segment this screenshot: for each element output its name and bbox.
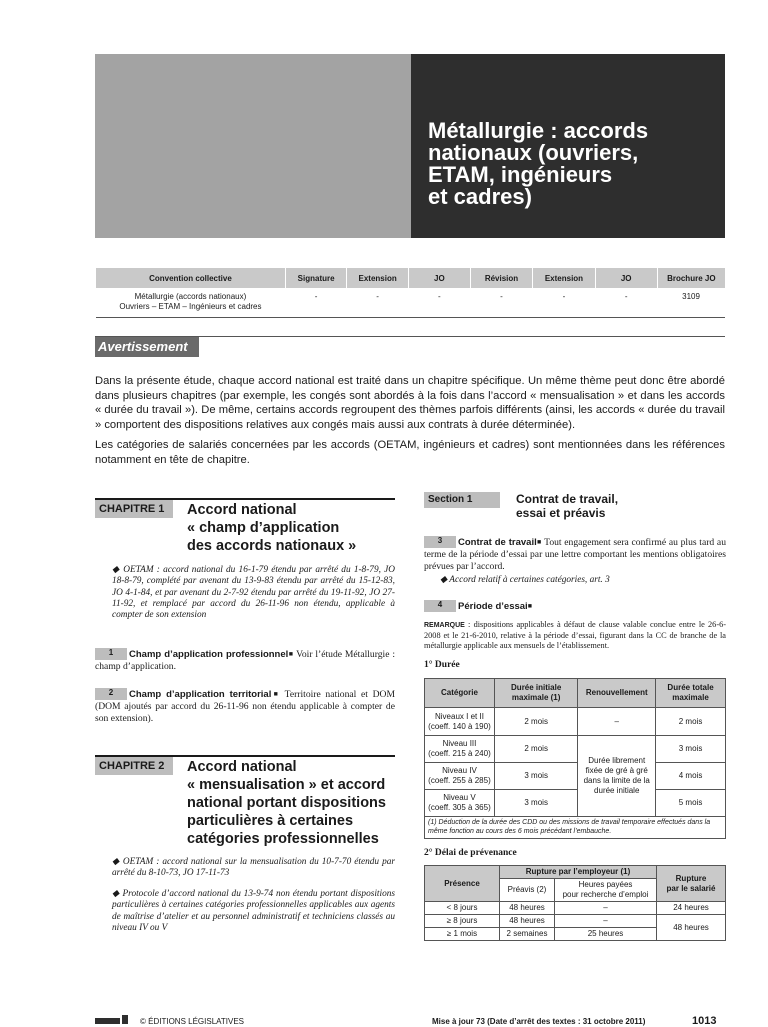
cell: 4 mois bbox=[656, 763, 726, 790]
chapter-2-title: Accord national « mensualisation » et accord national portant dispositions particulières à certaines catégories professionnelles bbox=[187, 759, 386, 847]
header-left-panel bbox=[95, 54, 411, 238]
avertissement-label: Avertissement bbox=[95, 337, 199, 357]
chapter-1-note: ◆ OETAM : accord national du 16-1-79 étendu par arrêté du 1-8-79, JO 18-8-79, complété par avenant du 13-9-83 étendu par arrêté du 15-12-83, JO 4-1-84, et par avenant du 2-7-92 étendu par arrêté du 19-11-92, JO 27-11-92, et remplacé par accord du 26-11-96 non étendu, applicable à compter de son extension bbox=[112, 565, 395, 621]
chapter-2-note-1: ◆ OETAM : accord national sur la mensualisation du 10-7-70 étendu par arrêté du 8-10-73, JO 17-11-73 bbox=[112, 857, 395, 879]
cell: 3 mois bbox=[656, 736, 726, 763]
avertissement-paragraph-2: Les catégories de salariés concernées par les accords (OETAM, ingénieurs et cadres) sont mentionnées dans les références notamment en tête de chapitre. bbox=[95, 439, 725, 466]
cell: < 8 jours bbox=[425, 902, 500, 915]
article-text: Tout engagement sera confirmé au plus tard au terme de la période d’essai par une lettre comportant les mentions obligatoires prévues par l’accord. bbox=[424, 537, 726, 572]
cell-jo: - bbox=[408, 288, 470, 318]
footer-update: Mise à jour 73 (Date d’arrêt des textes : 31 octobre 2011) bbox=[432, 1017, 646, 1026]
cell-convention: Métallurgie (accords nationaux) Ouvriers – ETAM – Ingénieurs et cadres bbox=[96, 288, 286, 318]
table-row bbox=[425, 736, 726, 763]
remarque bbox=[424, 620, 726, 651]
table-row bbox=[425, 708, 726, 736]
cell: 2 mois bbox=[656, 708, 726, 736]
cell-salarie-merged: 48 heures bbox=[657, 915, 726, 941]
remarque-text: : dispositions applicables à défaut de clause valable conclue entre le 26-6-2008 et le 21-6-2010, relative à la période d’essai, figurant dans la CC de branche de la métallurgie applicable aux mensuels de l’établissement. bbox=[424, 620, 726, 650]
col-preavis: Préavis (2) bbox=[500, 879, 555, 902]
preavis-table bbox=[424, 865, 726, 941]
article-number: 2 bbox=[95, 688, 127, 700]
table-row bbox=[425, 763, 726, 790]
cell: – bbox=[578, 708, 656, 736]
cell: 2 mois bbox=[494, 708, 577, 736]
table-row bbox=[425, 790, 726, 817]
col-presence: Présence bbox=[425, 866, 500, 902]
col-signature: Signature bbox=[285, 268, 346, 288]
article-3 bbox=[424, 536, 726, 573]
article-text: Territoire national et DOM (DOM ajoutés par accord du 26-11-96 non étendu applicable à compter de son extension). bbox=[95, 689, 395, 724]
cell-extension: - bbox=[347, 288, 409, 318]
cell-brochure: 3109 bbox=[657, 288, 725, 318]
col-revision: Révision bbox=[470, 268, 532, 288]
col-heures-payees: Heures payées pour recherche d’emploi bbox=[555, 879, 657, 902]
col-categorie: Catégorie bbox=[425, 679, 495, 708]
table-row bbox=[96, 288, 726, 318]
cell: – bbox=[555, 915, 657, 928]
col-renouvellement: Renouvellement bbox=[578, 679, 656, 708]
cell: – bbox=[555, 902, 657, 915]
chapter-1-title: Accord national « champ d’application des accords nationaux » bbox=[187, 502, 357, 554]
col-jo: JO bbox=[408, 268, 470, 288]
cell-revision: - bbox=[470, 288, 532, 318]
cell: 24 heures bbox=[657, 902, 726, 915]
section-1-title: Contrat de travail, essai et préavis bbox=[516, 492, 619, 520]
remarque-label: REMARQUE bbox=[424, 622, 465, 629]
cell: 2 mois bbox=[494, 736, 577, 763]
square-bullet-icon: ■ bbox=[271, 690, 281, 698]
article-4 bbox=[424, 600, 726, 613]
table-footnote-row bbox=[425, 817, 726, 839]
cell: ≥ 1 mois bbox=[425, 928, 500, 941]
article-number: 1 bbox=[95, 648, 127, 660]
cell-jo-2: - bbox=[595, 288, 657, 318]
duree-heading: 1° Durée bbox=[424, 660, 460, 670]
cell: 3 mois bbox=[494, 790, 577, 817]
square-bullet-icon: ■ bbox=[536, 538, 542, 546]
page-number: 1013 bbox=[692, 1015, 717, 1027]
cell: ≥ 8 jours bbox=[425, 915, 500, 928]
table-row bbox=[425, 915, 726, 928]
cell: 3 mois bbox=[494, 763, 577, 790]
article-label: Période d’essai bbox=[458, 601, 528, 612]
col-duree-initiale: Durée initiale maximale (1) bbox=[494, 679, 577, 708]
col-rupture-employeur: Rupture par l’employeur (1) bbox=[500, 866, 657, 879]
article-label: Champ d’application professionnel bbox=[129, 649, 289, 660]
article-label: Champ d’application territorial bbox=[129, 689, 272, 700]
footer-mark bbox=[122, 1015, 128, 1024]
duree-table bbox=[424, 678, 726, 839]
avertissement-paragraph-1: Dans la présente étude, chaque accord national est traité dans un chapitre spécifique. Un même thème peut donc être abordé dans plusieurs chapitres (par exemple, les congés sont abordés à la fois dans l’accord « mensualisation » et dans les accords « durée du travail »). De même, certains accords regroupent des thèmes parfois différents (ainsi, les accords « durée du travail » comportent des dispositions relatives aux congés mais aussi aux contrats à durée déterminée). bbox=[95, 375, 725, 431]
cell: 48 heures bbox=[500, 902, 555, 915]
footer-mark bbox=[95, 1018, 120, 1024]
article-1 bbox=[95, 648, 395, 673]
square-bullet-icon: ■ bbox=[288, 650, 294, 658]
preavis-heading: 2° Délai de prévenance bbox=[424, 848, 517, 858]
col-brochure: Brochure JO bbox=[657, 268, 725, 288]
cell: Niveau V (coeff. 305 à 365) bbox=[425, 790, 495, 817]
section-1-tag: Section 1 bbox=[424, 492, 500, 508]
cell-extension-2: - bbox=[533, 288, 596, 318]
article-label: Contrat de travail bbox=[458, 537, 537, 548]
article-number: 3 bbox=[424, 536, 456, 548]
chapter-2-note-2: ◆ Protocole d’accord national du 13-9-74 non étendu portant dispositions particulières à certaines catégories professionnelles applicables aux agents de maîtrise d’atelier et au personnel administratif et techniciens classés au niveau IV ou V bbox=[112, 889, 395, 933]
col-convention: Convention collective bbox=[96, 268, 286, 288]
col-duree-totale: Durée totale maximale bbox=[656, 679, 726, 708]
col-rupture-salarie: Rupture par le salarié bbox=[657, 866, 726, 902]
convention-table bbox=[95, 268, 725, 318]
article-2 bbox=[95, 688, 395, 725]
col-jo-2: JO bbox=[595, 268, 657, 288]
cell: 2 semaines bbox=[500, 928, 555, 941]
cell-signature: - bbox=[285, 288, 346, 318]
col-extension: Extension bbox=[347, 268, 409, 288]
chapter-2-tag: CHAPITRE 2 bbox=[95, 757, 173, 775]
col-extension-2: Extension bbox=[533, 268, 596, 288]
cell: 5 mois bbox=[656, 790, 726, 817]
article-3-note: ◆ Accord relatif à certaines catégories, art. 3 bbox=[440, 575, 610, 585]
table-row bbox=[425, 902, 726, 915]
cell-renouvellement-merged: Durée librement fixée de gré à gré dans la limite de la durée initiale bbox=[578, 736, 656, 817]
cell: 25 heures bbox=[555, 928, 657, 941]
cell: 48 heures bbox=[500, 915, 555, 928]
chapter-1-tag: CHAPITRE 1 bbox=[95, 500, 173, 518]
page-title: Métallurgie : accords nationaux (ouvriers, ETAM, ingénieurs et cadres) bbox=[428, 118, 649, 209]
duree-footnote: (1) Déduction de la durée des CDD ou des missions de travail temporaire effectués dans la même fonction au cours des 6 mois précédant l’embauche. bbox=[425, 817, 726, 839]
footer-publisher: © ÉDITIONS LÉGISLATIVES bbox=[140, 1017, 244, 1026]
cell: Niveau III (coeff. 215 à 240) bbox=[425, 736, 495, 763]
cell: Niveaux I et II (coeff. 140 à 190) bbox=[425, 708, 495, 736]
article-number: 4 bbox=[424, 600, 456, 612]
article-text: Voir l’étude Métallurgie : champ d’application. bbox=[95, 649, 395, 672]
square-bullet-icon: ■ bbox=[527, 602, 532, 610]
cell: Niveau IV (coeff. 255 à 285) bbox=[425, 763, 495, 790]
